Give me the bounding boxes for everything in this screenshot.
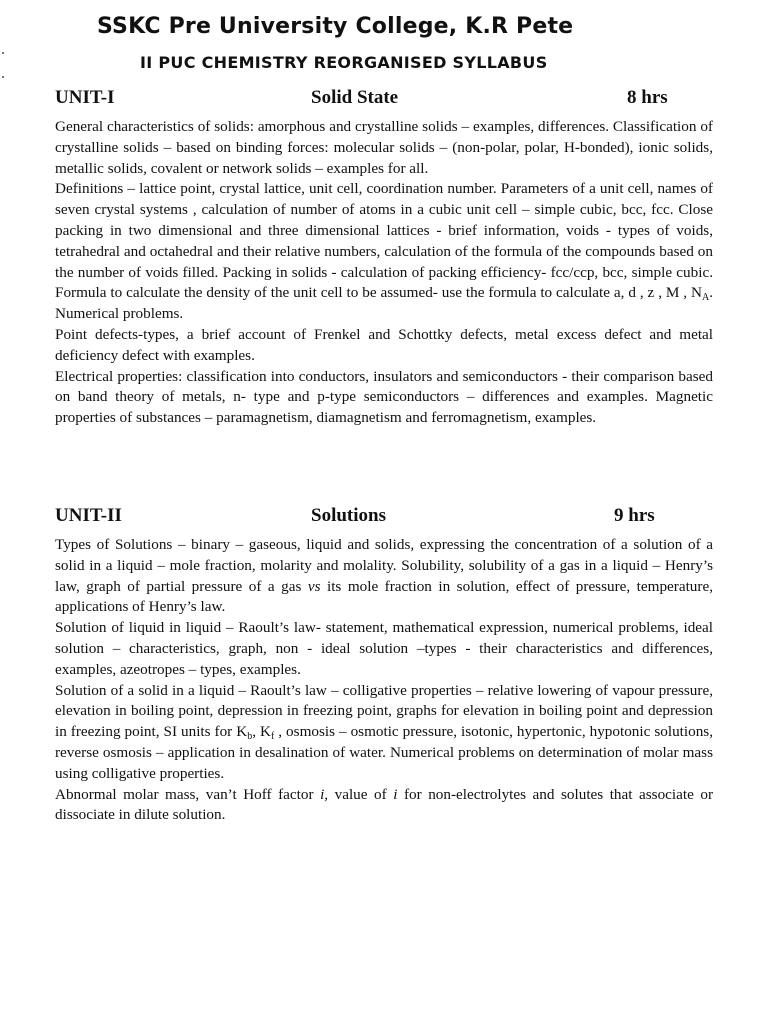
- unit-2-content: [55, 535, 713, 826]
- subscript-f: f: [270, 731, 275, 743]
- unit-2-paragraph: [55, 681, 713, 785]
- unit-1-title: Solid State: [311, 87, 399, 108]
- unit-1-hours: 8 hrs: [627, 87, 668, 108]
- paragraph-text: Solution of a solid in a liquid – Raoult’s law – colligative properties – relative lowering of vapour pressure, elevation in boiling point, depression in freezing point, graphs for elevation in boiling point and depression in freezing point, SI units for K: [55, 681, 713, 741]
- paragraph-text: Definitions – lattice point, crystal lattice, unit cell, coordination number. Parameters of a unit cell, names of seven crystal systems , calculation of number of atoms in a cubic unit cell – simple cubic, bcc, fcc. Close packing in two dimensional and three dimensional lattices - brief information, voids - types of voids, tetrahedral and octahedral and their relative numbers, calculation of the formula of the compounds based on the number of voids filled. Packing in solids - calculation of packing efficiency- fcc/ccp, bcc, simple cubic. Formula to calculate the density of the unit cell to be assumed- use the formula to calculate a, d , z , M , N: [55, 180, 713, 302]
- unit-1-content: [55, 117, 713, 429]
- italic-text: i,: [320, 785, 329, 803]
- italic-text: vs: [307, 577, 321, 595]
- subscript-a: A: [701, 292, 710, 304]
- paragraph-text: , K: [252, 723, 271, 741]
- unit-2-paragraph: [55, 785, 713, 827]
- unit-2-hours: 9 hrs: [614, 505, 655, 526]
- subscript-b: b: [247, 731, 253, 743]
- paragraph-text: its mole fraction in solution, effect of pressure, temperature, applications of Henry’s law.: [55, 577, 713, 616]
- paragraph-text: Abnormal molar mass, van’t Hoff factor: [55, 785, 321, 803]
- unit-1-label: UNIT-I: [55, 87, 115, 108]
- paragraph-text: . Numerical problems.: [55, 284, 713, 323]
- paragraph-text: Types of Solutions – binary – gaseous, liquid and solids, expressing the concentration of a solution of a solid in a liquid – mole fraction, molarity and molality. Solubility, solubility of a gas in a liquid – Henry’s law, graph of partial pressure of a gas: [55, 536, 713, 595]
- unit-1-paragraph: Point defects-types, a brief account of Frenkel and Schottky defects, metal excess defect and metal deficiency defect with examples.: [55, 325, 713, 364]
- unit-1-heading: [55, 87, 713, 111]
- margin-mark: [2, 76, 4, 78]
- college-name: SSKC Pre University College, K.R Pete: [97, 14, 574, 39]
- unit-2-title: Solutions: [311, 505, 386, 526]
- unit-2-heading: [55, 505, 713, 529]
- unit-2-label: UNIT-II: [55, 505, 122, 526]
- margin-mark: [2, 52, 4, 54]
- paragraph-text: for non-electrolytes and solutes that associate or dissociate in dilute solution.: [55, 785, 713, 824]
- paragraph-text: value of: [328, 785, 394, 803]
- unit-1-paragraph: Electrical properties: classification into conductors, insulators and semiconductors - their comparison based on band theory of metals, n- type and p-type semiconductors – differences and examples. Magnetic properties of substances – paramagnetism, diamagnetism and ferromagnetism, examples.: [55, 367, 713, 427]
- unit-2-paragraph: Solution of liquid in liquid – Raoult’s law- statement, mathematical expression, numerical problems, ideal solution – characteristics, graph, non - ideal solution –types - their characteristics and differences, examples, azeotropes – types, examples.: [55, 619, 713, 678]
- unit-1-paragraph: General characteristics of solids: amorphous and crystalline solids – examples, differences. Classification of crystalline solids – based on binding forces: molecular solids – (non-polar, polar, H-bonded), ionic solids, metallic solids, covalent or network solids – examples for all.: [55, 118, 713, 177]
- unit-1-paragraph: [55, 179, 713, 325]
- paragraph-text: , osmosis – osmotic pressure, isotonic, hypertonic, hypotonic solutions, reverse osmosis – application in desalination of water. Numerical problems on determination of molar mass using colligative properties.: [55, 723, 714, 782]
- italic-text: i: [393, 785, 398, 803]
- unit-2-paragraph: [55, 535, 713, 618]
- syllabus-subtitle: II PUC CHEMISTRY REORGANISED SYLLABUS: [140, 53, 548, 72]
